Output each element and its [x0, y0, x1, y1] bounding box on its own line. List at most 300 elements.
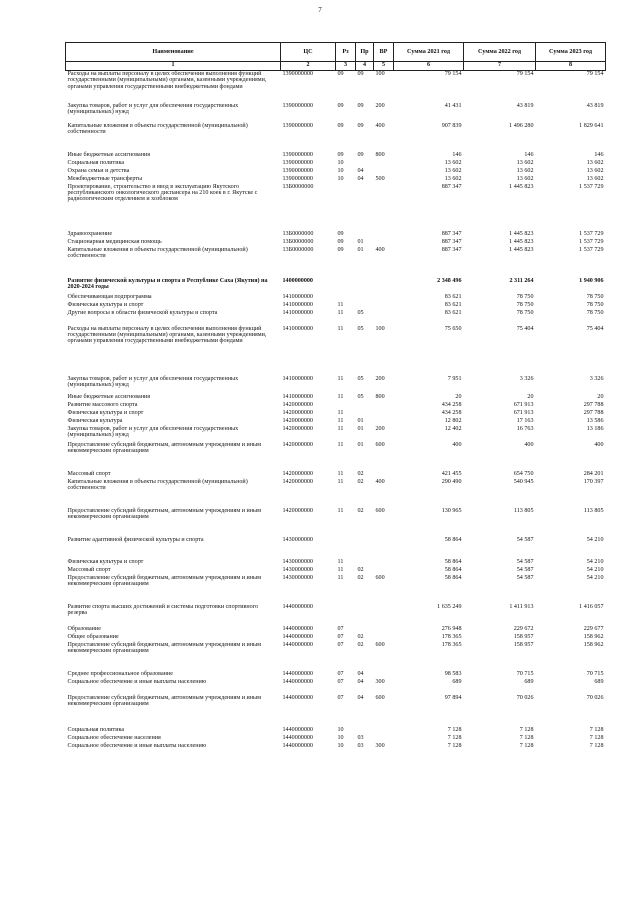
row-name: Массовый спорт — [67, 566, 111, 573]
row-cs: 1440000000 — [282, 678, 313, 685]
row-name: Капитальные вложения в объекты государственной (муниципальной) собственности — [67, 478, 248, 491]
row-name: Образование — [67, 625, 101, 632]
row-vr: 800 — [375, 393, 385, 400]
row-vr: 500 — [375, 175, 385, 182]
row-cs: 1440000000 — [282, 694, 313, 701]
row-cs: 1420000000 — [282, 470, 313, 477]
row-vr: 400 — [375, 478, 385, 485]
row-name: Охрана семьи и детства — [67, 167, 130, 174]
row-sum-2021: 689 — [452, 678, 462, 685]
row-sum-2022: 13 602 — [516, 175, 534, 182]
row-sum-2023: 78 750 — [586, 301, 604, 308]
row-sum-2022: 2 311 264 — [509, 277, 534, 284]
table-row — [66, 231, 606, 239]
row-name: Капитальные вложения в объекты государственной (муниципальной) собственности — [67, 122, 248, 135]
row-sum-2022: 540 945 — [513, 478, 534, 485]
row-rz: 09 — [337, 238, 344, 245]
row-sum-2023: 7 128 — [589, 734, 604, 741]
row-rz: 11 — [337, 470, 344, 477]
row-cs: 1390000000 — [282, 71, 313, 77]
row-name: Закупка товаров, работ и услуг для обеспечения государственных (муниципальных) нужд — [67, 102, 239, 115]
table-row — [66, 479, 606, 508]
row-name: Проектирование, строительство и ввод в эксплуатацию Якутского республиканского онкологического диспансера на 210 коек в г. Якутске с радиологическим отделением и хозблоком — [67, 183, 258, 203]
row-sum-2023: 158 962 — [583, 641, 604, 648]
row-sum-2022: 671 913 — [513, 401, 534, 408]
index-cell: 7 — [464, 62, 536, 71]
row-name: Физическая культура — [67, 417, 123, 424]
row-vr — [374, 537, 394, 559]
row-pr: 09 — [357, 71, 364, 77]
row-vr — [374, 604, 394, 626]
row-cs: 1430000000 — [282, 536, 313, 543]
row-sum-2023: 1 537 729 — [579, 183, 604, 190]
row-rz — [336, 278, 356, 294]
row-sum-2021: 75 650 — [444, 325, 462, 332]
row-vr: 600 — [375, 441, 385, 448]
table-row — [66, 184, 606, 231]
row-vr: 600 — [375, 694, 385, 701]
row-sum-2022: 1 445 823 — [509, 230, 534, 237]
row-vr — [374, 231, 394, 239]
table-row — [66, 326, 606, 376]
table-row — [66, 695, 606, 727]
row-vr — [374, 239, 394, 247]
row-sum-2023: 13 602 — [586, 175, 604, 182]
table-row — [66, 394, 606, 402]
row-sum-2021: 421 455 — [441, 470, 462, 477]
table-row — [66, 160, 606, 168]
row-rz: 10 — [337, 167, 344, 174]
row-pr: 01 — [357, 441, 364, 448]
row-pr: 04 — [357, 694, 364, 701]
header-cs: ЦС — [281, 43, 336, 62]
row-cs: 1410000000 — [282, 301, 313, 308]
row-sum-2021: 83 621 — [444, 301, 462, 308]
row-name: Предоставление субсидий бюджетным, автономным учреждениям и иным некоммерческим организациям — [67, 441, 261, 454]
row-pr — [356, 184, 374, 231]
row-cs: 1420000000 — [282, 417, 313, 424]
row-cs: 1420000000 — [282, 401, 313, 408]
row-sum-2022: 13 602 — [516, 167, 534, 174]
row-sum-2022: 158 957 — [513, 641, 534, 648]
row-pr — [356, 604, 374, 626]
row-name: Обеспечивающая подпрограмма — [67, 293, 152, 300]
row-rz: 11 — [337, 393, 344, 400]
row-sum-2021: 58 864 — [444, 566, 462, 573]
index-cell: 2 — [281, 62, 336, 71]
table-row — [66, 310, 606, 326]
row-rz: 11 — [337, 409, 344, 416]
row-vr: 200 — [375, 425, 385, 432]
table-row — [66, 247, 606, 278]
row-sum-2022: 146 — [524, 151, 534, 158]
row-sum-2023: 284 201 — [583, 470, 604, 477]
row-rz: 10 — [337, 159, 344, 166]
row-pr: 01 — [357, 246, 364, 253]
row-vr — [374, 402, 394, 410]
header-row — [66, 43, 606, 62]
row-vr: 100 — [375, 325, 385, 332]
row-sum-2022: 70 026 — [516, 694, 534, 701]
row-sum-2023: 13 186 — [586, 425, 604, 432]
row-pr: 02 — [357, 641, 364, 648]
header-vr: ВР — [374, 43, 394, 62]
row-pr: 05 — [357, 393, 364, 400]
row-pr: 04 — [357, 175, 364, 182]
row-vr — [374, 310, 394, 326]
row-name: Здравоохранение — [67, 230, 113, 237]
row-rz: 09 — [337, 151, 344, 158]
row-pr: 01 — [357, 238, 364, 245]
row-sum-2021: 41 431 — [444, 102, 462, 109]
row-sum-2021: 434 258 — [441, 401, 462, 408]
row-vr — [374, 626, 394, 634]
row-sum-2022: 70 715 — [516, 670, 534, 677]
row-cs: 1440000000 — [282, 726, 313, 733]
index-cell: 1 — [66, 62, 281, 71]
row-vr — [374, 559, 394, 567]
row-sum-2021: 20 — [455, 393, 462, 400]
row-vr — [374, 634, 394, 642]
row-sum-2022: 3 326 — [519, 375, 534, 382]
row-sum-2021: 13 602 — [444, 159, 462, 166]
row-vr — [374, 735, 394, 743]
row-rz: 09 — [337, 246, 344, 253]
row-sum-2021: 7 128 — [447, 734, 462, 741]
row-rz: 10 — [337, 726, 344, 733]
row-sum-2021: 83 621 — [444, 293, 462, 300]
row-cs: 1440000000 — [282, 603, 313, 610]
row-sum-2022: 1 445 823 — [509, 246, 534, 253]
row-name: Предоставление субсидий бюджетным, автономным учреждениям и иным некоммерческим организациям — [67, 574, 261, 587]
row-sum-2022: 17 163 — [516, 417, 534, 424]
row-sum-2022: 7 128 — [519, 734, 534, 741]
row-name: Общее образование — [67, 633, 119, 640]
row-sum-2023: 113 805 — [583, 507, 604, 514]
row-vr: 200 — [375, 375, 385, 382]
row-name: Развитие адаптивной физической культуры и спорта — [67, 536, 204, 543]
row-sum-2021: 58 864 — [444, 536, 462, 543]
row-sum-2021: 276 948 — [441, 625, 462, 632]
row-sum-2023: 13 586 — [586, 417, 604, 424]
row-pr: 02 — [357, 470, 364, 477]
row-sum-2023: 1 537 729 — [579, 246, 604, 253]
row-name: Физическая культура и спорт — [67, 301, 144, 308]
row-cs: 13Б0000000 — [282, 246, 314, 253]
row-name: Межбюджетные трансферты — [67, 175, 143, 182]
row-pr: 03 — [357, 742, 364, 749]
row-vr: 300 — [375, 742, 385, 749]
row-cs: 1440000000 — [282, 625, 313, 632]
row-pr: 05 — [357, 309, 364, 316]
row-rz: 10 — [337, 175, 344, 182]
row-sum-2022: 43 819 — [516, 102, 534, 109]
row-name: Другие вопросы в области физической культуры и спорта — [67, 309, 218, 316]
row-sum-2023: 79 154 — [586, 71, 604, 77]
table-row — [66, 743, 606, 751]
table-row — [66, 402, 606, 410]
row-cs: 1420000000 — [282, 425, 313, 432]
row-sum-2023: 20 — [597, 393, 604, 400]
row-pr: 04 — [357, 678, 364, 685]
row-pr: 02 — [357, 566, 364, 573]
row-vr — [374, 418, 394, 426]
row-rz: 11 — [337, 325, 344, 332]
header-sum-2023: Сумма 2023 год — [536, 43, 606, 62]
row-pr: 03 — [357, 734, 364, 741]
row-sum-2022: 229 672 — [513, 625, 534, 632]
row-sum-2022: 7 128 — [519, 742, 534, 749]
row-pr — [356, 160, 374, 168]
row-sum-2022: 1 496 280 — [509, 122, 534, 129]
row-sum-2021: 7 128 — [447, 726, 462, 733]
row-sum-2021: 2 348 496 — [437, 277, 462, 284]
row-sum-2022: 20 — [527, 393, 534, 400]
row-vr — [374, 567, 394, 575]
row-sum-2023: 1 416 057 — [579, 603, 604, 610]
table-row — [66, 302, 606, 310]
table-row — [66, 103, 606, 123]
row-sum-2021: 887 347 — [441, 246, 462, 253]
row-sum-2022: 54 587 — [516, 558, 534, 565]
row-cs: 1410000000 — [282, 293, 313, 300]
row-sum-2023: 78 750 — [586, 309, 604, 316]
row-sum-2023: 54 210 — [586, 536, 604, 543]
row-sum-2021: 58 864 — [444, 558, 462, 565]
row-cs: 13Б0000000 — [282, 183, 314, 190]
row-sum-2022: 78 750 — [516, 293, 534, 300]
row-vr — [374, 302, 394, 310]
row-name: Социальное обеспечение и иные выплаты населению — [67, 678, 207, 685]
row-name: Предоставление субсидий бюджетным, автономным учреждениям и иным некоммерческим организациям — [67, 641, 261, 654]
table-row — [66, 278, 606, 294]
row-name: Закупка товаров, работ и услуг для обеспечения государственных (муниципальных) нужд — [67, 375, 239, 388]
row-name: Капитальные вложения в объекты государственной (муниципальной) собственности — [67, 246, 248, 259]
row-sum-2023: 54 210 — [586, 566, 604, 573]
row-pr: 01 — [357, 425, 364, 432]
row-vr: 300 — [375, 678, 385, 685]
row-sum-2022: 79 154 — [516, 71, 534, 77]
row-vr: 600 — [375, 641, 385, 648]
row-name: Среднее профессиональное образование — [67, 670, 173, 677]
header-pr: Пр — [356, 43, 374, 62]
row-sum-2021: 146 — [452, 151, 462, 158]
row-sum-2021: 1 635 249 — [437, 603, 462, 610]
row-sum-2021: 434 258 — [441, 409, 462, 416]
row-pr — [356, 302, 374, 310]
row-rz: 11 — [337, 417, 344, 424]
row-sum-2023: 1 940 906 — [579, 277, 604, 284]
row-cs: 1440000000 — [282, 633, 313, 640]
row-rz: 09 — [337, 71, 344, 77]
row-sum-2023: 13 602 — [586, 159, 604, 166]
row-name: Предоставление субсидий бюджетным, автономным учреждениям и иным некоммерческим организациям — [67, 507, 261, 520]
row-sum-2021: 907 839 — [441, 122, 462, 129]
row-sum-2023: 158 962 — [583, 633, 604, 640]
row-sum-2022: 13 602 — [516, 159, 534, 166]
row-rz: 07 — [337, 633, 344, 640]
row-name: Социальная политика — [67, 726, 125, 733]
row-rz — [336, 402, 356, 410]
row-cs: 1430000000 — [282, 574, 313, 581]
index-cell: 4 — [356, 62, 374, 71]
table-row — [66, 410, 606, 418]
row-cs: 13Б0000000 — [282, 238, 314, 245]
row-rz: 11 — [337, 558, 344, 565]
row-sum-2021: 887 347 — [441, 230, 462, 237]
row-cs: 1440000000 — [282, 734, 313, 741]
table-row — [66, 626, 606, 634]
row-name: Физическая культура и спорт — [67, 558, 144, 565]
row-vr: 400 — [375, 246, 385, 253]
row-sum-2023: 170 397 — [583, 478, 604, 485]
row-sum-2021: 12 402 — [444, 425, 462, 432]
row-vr: 600 — [375, 574, 385, 581]
table-row — [66, 71, 606, 103]
row-cs: 1390000000 — [282, 151, 313, 158]
row-vr — [374, 727, 394, 735]
row-sum-2022: 689 — [524, 678, 534, 685]
row-vr — [374, 184, 394, 231]
row-sum-2023: 297 788 — [583, 409, 604, 416]
table-row — [66, 426, 606, 442]
row-vr: 600 — [375, 507, 385, 514]
row-pr — [356, 727, 374, 735]
row-sum-2021: 130 965 — [441, 507, 462, 514]
row-vr: 200 — [375, 102, 385, 109]
row-sum-2023: 146 — [594, 151, 604, 158]
row-sum-2023: 1 829 641 — [579, 122, 604, 129]
row-sum-2022: 54 587 — [516, 574, 534, 581]
row-rz: 11 — [337, 309, 344, 316]
table-row — [66, 671, 606, 679]
row-sum-2022: 400 — [524, 441, 534, 448]
table-row — [66, 679, 606, 695]
table-body — [66, 71, 606, 751]
table-row — [66, 471, 606, 479]
row-rz: 09 — [337, 122, 344, 129]
row-vr — [374, 471, 394, 479]
row-sum-2021: 13 602 — [444, 175, 462, 182]
row-sum-2023: 43 819 — [586, 102, 604, 109]
row-rz: 11 — [337, 478, 344, 485]
row-sum-2022: 54 587 — [516, 566, 534, 573]
row-rz: 11 — [337, 566, 344, 573]
row-rz: 11 — [337, 441, 344, 448]
row-cs: 1410000000 — [282, 393, 313, 400]
row-cs: 1420000000 — [282, 478, 313, 485]
row-name: Иные бюджетные ассигнования — [67, 151, 151, 158]
table-row — [66, 642, 606, 671]
row-cs: 13Б0000000 — [282, 230, 314, 237]
row-vr — [374, 671, 394, 679]
table-row — [66, 634, 606, 642]
table-row — [66, 604, 606, 626]
row-vr: 400 — [375, 122, 385, 129]
row-cs: 1410000000 — [282, 309, 313, 316]
row-pr: 02 — [357, 574, 364, 581]
table-row — [66, 575, 606, 604]
row-cs: 1420000000 — [282, 507, 313, 514]
budget-table — [65, 42, 606, 751]
row-cs: 1410000000 — [282, 325, 313, 332]
row-sum-2023: 229 677 — [583, 625, 604, 632]
row-pr — [356, 537, 374, 559]
row-rz: 11 — [337, 507, 344, 514]
index-cell: 8 — [536, 62, 606, 71]
row-sum-2023: 400 — [594, 441, 604, 448]
row-name: Предоставление субсидий бюджетным, автономным учреждениям и иным некоммерческим организациям — [67, 694, 261, 707]
row-sum-2022: 75 404 — [516, 325, 534, 332]
row-pr — [356, 278, 374, 294]
row-name: Социальное обеспечение населения — [67, 734, 161, 741]
row-vr: 100 — [375, 71, 385, 77]
table-row — [66, 239, 606, 247]
row-name: Массовый спорт — [67, 470, 111, 477]
row-pr: 02 — [357, 478, 364, 485]
row-rz: 11 — [337, 301, 344, 308]
row-sum-2023: 1 537 729 — [579, 238, 604, 245]
row-cs: 1440000000 — [282, 670, 313, 677]
row-sum-2022: 7 128 — [519, 726, 534, 733]
row-cs: 1440000000 — [282, 641, 313, 648]
row-name: Развитие спорта высших достижений и системы подготовки спортивного резерва — [67, 603, 259, 616]
index-row — [66, 62, 606, 71]
header-rz: Рз — [336, 43, 356, 62]
index-cell: 3 — [336, 62, 356, 71]
row-sum-2021: 887 347 — [441, 238, 462, 245]
table-row — [66, 168, 606, 176]
row-sum-2021: 400 — [452, 441, 462, 448]
table-row — [66, 376, 606, 394]
row-sum-2023: 75 404 — [586, 325, 604, 332]
row-cs: 1410000000 — [282, 375, 313, 382]
row-cs: 1440000000 — [282, 742, 313, 749]
row-sum-2023: 3 326 — [589, 375, 604, 382]
row-name: Расходы на выплаты персоналу в целях обеспечения выполнения функций государственными (муниципальными) органами, казенными учреждениями, органами управления государственными внебюджетными фондами — [67, 325, 267, 345]
row-rz: 07 — [337, 678, 344, 685]
header-sum-2022: Сумма 2022 год — [464, 43, 536, 62]
row-cs: 1390000000 — [282, 102, 313, 109]
row-name: Физическая культура и спорт — [67, 409, 144, 416]
row-pr — [356, 626, 374, 634]
row-name: Расходы на выплаты персоналу в целях обеспечения выполнения функций государственными (муниципальными) органами, казенными учреждениями, органами управления государственными внебюджетными фондами — [67, 71, 267, 90]
row-pr: 04 — [357, 670, 364, 677]
row-cs: 1390000000 — [282, 122, 313, 129]
row-rz: 11 — [337, 425, 344, 432]
table-row — [66, 559, 606, 567]
row-sum-2021: 83 621 — [444, 309, 462, 316]
row-cs: 1390000000 — [282, 159, 313, 166]
row-name: Развитие физической культуры и спорта в Республике Саха (Якутия) на 2020-2024 годы — [67, 277, 268, 290]
row-sum-2021: 887 347 — [441, 183, 462, 190]
page-number: 7 — [318, 6, 322, 14]
row-sum-2023: 1 537 729 — [579, 230, 604, 237]
row-sum-2023: 7 128 — [589, 742, 604, 749]
table-row — [66, 442, 606, 471]
row-cs: 1400000000 — [282, 277, 313, 284]
row-sum-2021: 58 864 — [444, 574, 462, 581]
row-sum-2023: 70 715 — [586, 670, 604, 677]
row-sum-2022: 1 411 913 — [509, 603, 534, 610]
row-vr — [374, 160, 394, 168]
row-sum-2021: 290 490 — [441, 478, 462, 485]
row-sum-2021: 7 128 — [447, 742, 462, 749]
row-rz: 07 — [337, 694, 344, 701]
row-sum-2022: 113 805 — [513, 507, 534, 514]
index-cell: 6 — [394, 62, 464, 71]
row-sum-2023: 7 128 — [589, 726, 604, 733]
